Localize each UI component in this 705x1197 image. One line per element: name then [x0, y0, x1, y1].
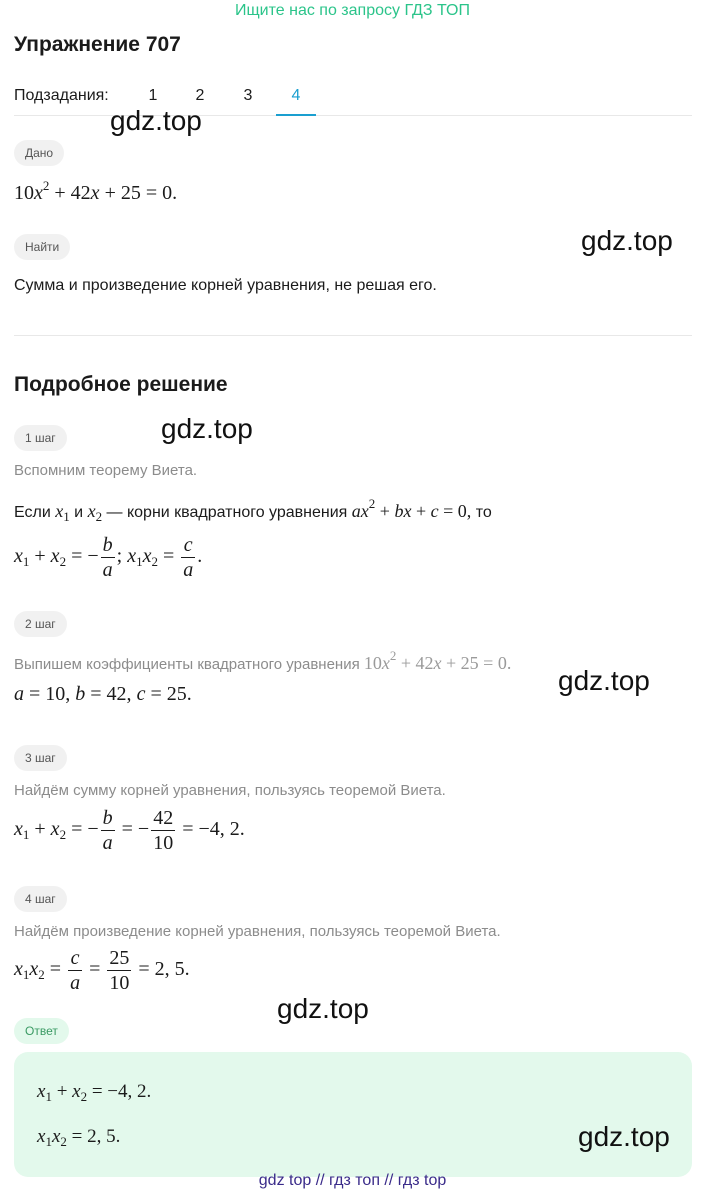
step-2-formula: a = 10, b = 42, c = 25.: [14, 683, 192, 705]
step-3-formula: $x_1 + x_2$ = − $\frac{b}{a}$ = − $\frac{42}{10}$ = −4, 2.: [14, 807, 245, 854]
step-4-hint: Найдём произведение корней уравнения, пользуясь теоремой Виета.: [14, 923, 501, 940]
given-pill: Дано: [14, 140, 64, 166]
answer-line-product: $x_1x_2 = 2$, 5.: [37, 1126, 121, 1149]
page-title: Упражнение 707: [14, 33, 181, 56]
active-tab-indicator: [276, 114, 316, 116]
subtask-tab-2[interactable]: 2: [195, 87, 205, 104]
find-text: Сумма и произведение корней уравнения, не решая его.: [14, 277, 437, 294]
given-equation: $10x^2 + 42x + 25 = 0$.: [14, 178, 178, 204]
watermark: gdz.top: [277, 993, 369, 1024]
step-1-formula: $x_1 + x_2$ = − $\frac{b}{a}$ ; $x_1x_2$ = $\frac{c}{a}$ .: [14, 534, 203, 581]
step-1-pill: 1 шаг: [14, 425, 67, 451]
subtask-tab-1[interactable]: 1: [148, 87, 158, 104]
watermark: gdz.top: [110, 105, 202, 136]
subtask-tab-4[interactable]: 4: [291, 87, 301, 104]
subtask-tab-3[interactable]: 3: [243, 87, 253, 104]
answer-pill: Ответ: [14, 1018, 69, 1044]
solution-heading: Подробное решение: [14, 373, 228, 396]
footer-links[interactable]: gdz top // гдз топ // гдз top: [258, 1172, 447, 1189]
step-1-statement: Если $x_1$ и $x_2$ — корни квадратного уравнения $ax^2$ + bx + c = 0, то: [14, 496, 492, 524]
section-divider: [14, 335, 692, 336]
watermark: gdz.top: [581, 225, 673, 256]
step-3-hint: Найдём сумму корней уравнения, пользуясь теоремой Виета.: [14, 782, 446, 799]
step-3-pill: 3 шаг: [14, 745, 67, 771]
step-2-pill: 2 шаг: [14, 611, 67, 637]
step-4-pill: 4 шаг: [14, 886, 67, 912]
answer-box: [14, 1052, 692, 1177]
promo-banner: Ищите нас по запросу ГДЗ ТОП: [235, 2, 470, 19]
watermark: gdz.top: [558, 665, 650, 696]
answer-line-sum: $x_1 + x_2 = -4$, 2.: [37, 1081, 152, 1104]
watermark: gdz.top: [578, 1121, 670, 1152]
step-1-hint: Вспомним теорему Виета.: [14, 462, 198, 479]
watermark: gdz.top: [161, 413, 253, 444]
subtasks-label: Подзадания:: [14, 87, 109, 104]
step-2-hint: Выпишем коэффициенты квадратного уравнения $10x^2 + 42x + 25 = 0$.: [14, 648, 512, 673]
step-4-formula: $x_1x_2$ = $\frac{c}{a}$ = $\frac{25}{10}$ = 2, 5.: [14, 947, 190, 994]
find-pill: Найти: [14, 234, 70, 260]
